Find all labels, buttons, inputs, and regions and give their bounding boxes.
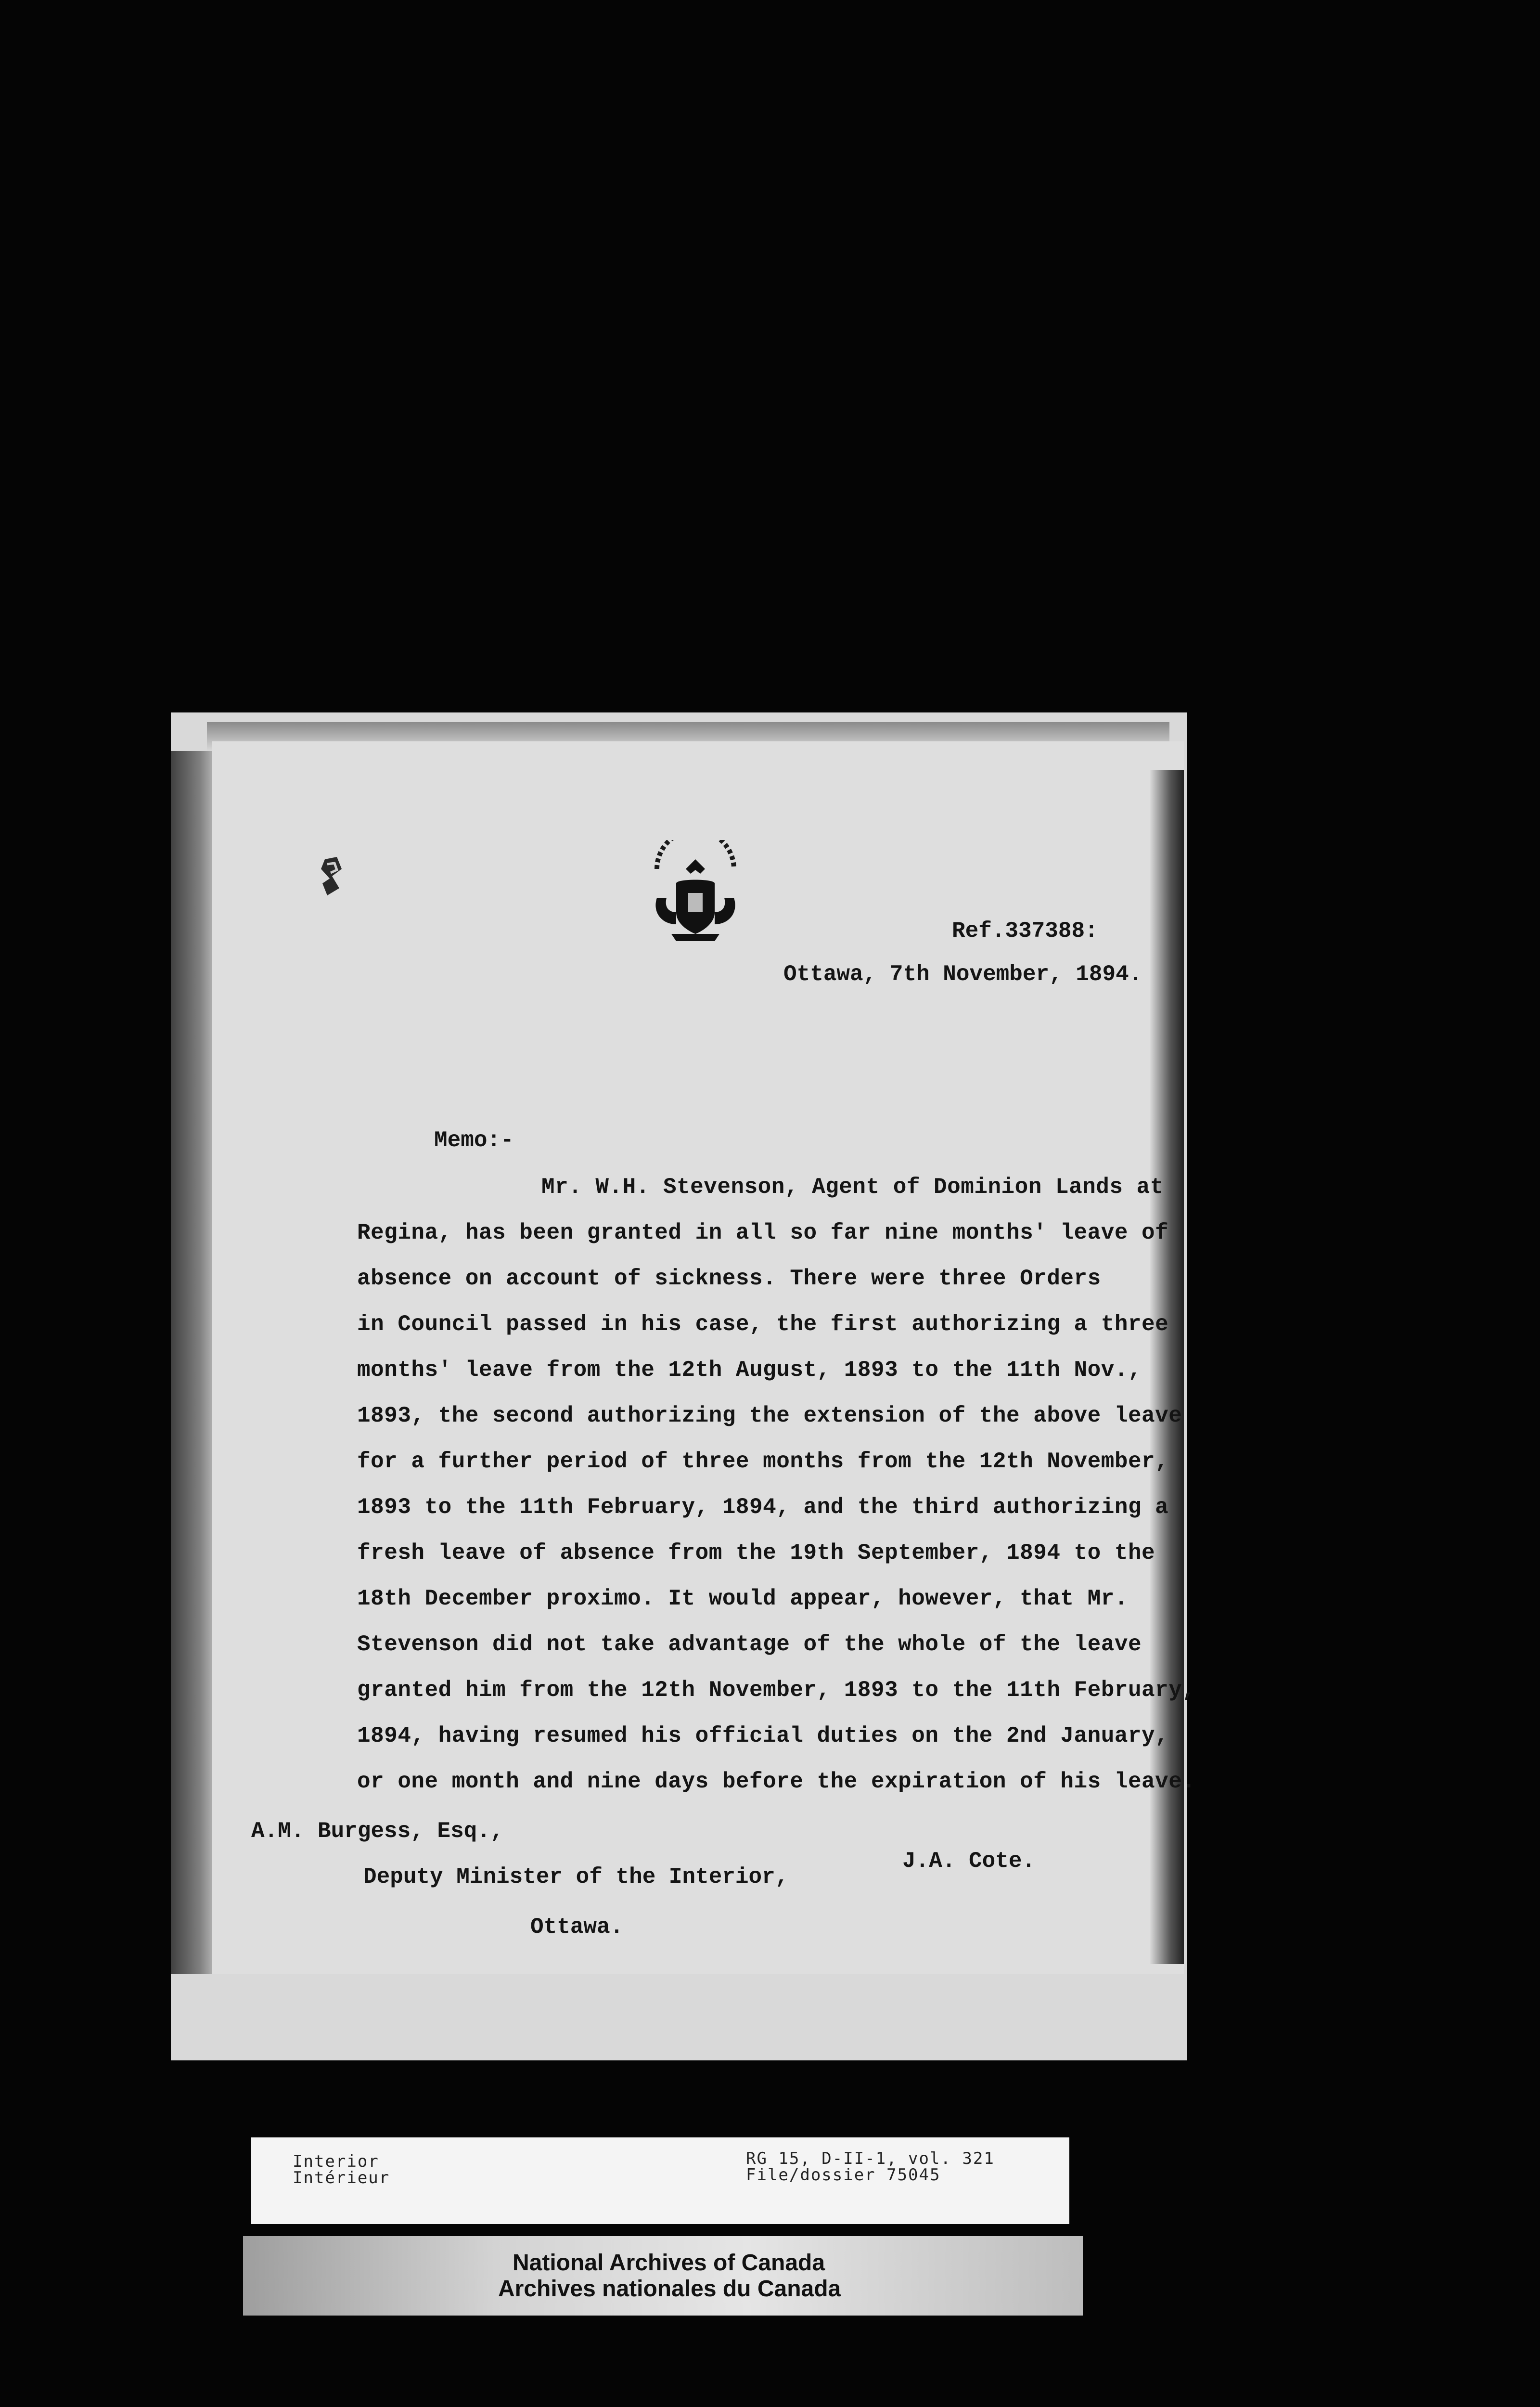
body-line: Regina, has been granted in all so far nine months' leave of (357, 1220, 1169, 1245)
addressee-name: A.M. Burgess, Esq., (251, 1819, 504, 1844)
national-archives-banner (243, 2236, 1083, 2316)
department-of-interior-crest-icon (647, 840, 744, 946)
body-line: Stevenson did not take advantage of the whole of the leave (357, 1632, 1142, 1657)
body-line: in Council passed in his case, the first authorizing a three (357, 1312, 1169, 1337)
body-line: for a further period of three months from the 12th November, (357, 1449, 1169, 1474)
addressee-title: Deputy Minister of the Interior, (363, 1864, 789, 1889)
archives-name-fr: Archives nationales du Canada (498, 2276, 841, 2302)
memo-salutation: Memo:- (434, 1128, 514, 1153)
body-line: 1893 to the 11th February, 1894, and the third authorizing a (357, 1495, 1169, 1520)
body-line: Mr. W.H. Stevenson, Agent of Dominion Lands at (541, 1175, 1164, 1200)
archives-name-en: National Archives of Canada (513, 2250, 825, 2276)
dateline: Ottawa, 7th November, 1894. (783, 962, 1142, 987)
file-number: File/dossier 75045 (746, 2165, 941, 2185)
reference-number: Ref.337388: (952, 919, 1098, 944)
department-fr: Intérieur (293, 2168, 390, 2187)
paper-clip-icon (315, 854, 349, 898)
addressee-city: Ottawa. (530, 1915, 624, 1940)
body-line: months' leave from the 12th August, 1893 to the 11th Nov., (357, 1358, 1142, 1383)
body-line: 1894, having resumed his official duties on the 2nd January, (357, 1723, 1169, 1748)
body-line: fresh leave of absence from the 19th September, 1894 to the (357, 1540, 1155, 1566)
record-group-reference: RG 15, D-II-1, vol. 321 (746, 2149, 995, 2168)
signature: J.A. Cote. (902, 1849, 1036, 1874)
archive-reference-label (251, 2137, 1069, 2224)
body-line: granted him from the 12th November, 1893 to the 11th February, (357, 1678, 1196, 1703)
body-line: or one month and nine days before the expiration of his leave. (357, 1769, 1196, 1794)
body-line: absence on account of sickness. There were three Orders (357, 1266, 1101, 1291)
department-en: Interior (293, 2152, 379, 2171)
body-line: 18th December proximo. It would appear, however, that Mr. (357, 1586, 1128, 1611)
body-line: 1893, the second authorizing the extension of the above leave (357, 1403, 1182, 1428)
